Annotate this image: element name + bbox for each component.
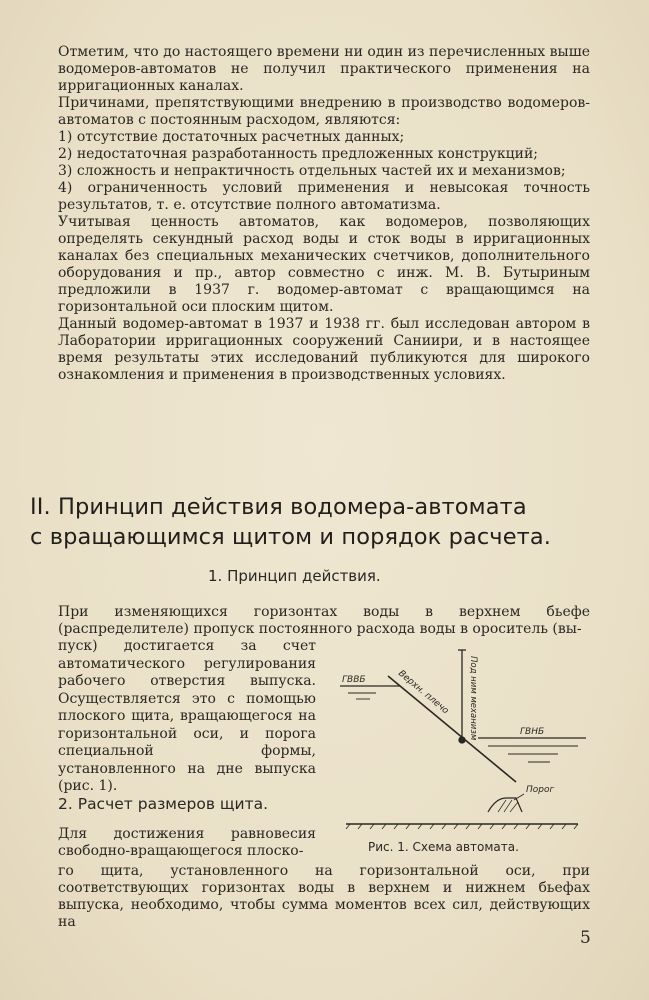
calc-text-full: го щита, установленного на горизонтальной оси, при соответствующих горизонтах воды в верхнем и нижнем бьефах выпуска, необходимо, чтобы сумма моментов всех сил, действующих на <box>58 863 590 930</box>
intro-paragraph-2: Причинами, препятствующими внедрению в производство водомеров-автоматов с постоянным расходом, являются: <box>58 95 590 128</box>
pivot-axis <box>459 737 465 743</box>
calc-text-narrow: Для достижения равновесия свободно-вращающегося плоско- <box>58 826 316 859</box>
section-title-line-2: с вращающимся щитом и порядок расчета. <box>30 524 551 550</box>
label-sill: Порог <box>526 785 555 795</box>
section-title-line-1: II. Принцип действия водомера-автомата <box>30 494 527 520</box>
shield-line <box>388 676 516 782</box>
principle-text-narrow: пуск) достигается за счет автоматического регулирования рабочего отверстия выпуска. Осуществляется это с помощью плоского щита, вращающегося на горизонтальной оси, и порога специальной формы, установленного на дне выпуска (рис. 1). <box>58 638 316 794</box>
principle-paragraph-wrap <box>58 638 316 796</box>
intro-paragraph-4: Данный водомер-автомат в 1937 и 1938 гг. был исследован автором в Лаборатории ирригационных сооружений Саниири, и в настоящее время результаты этих исследований публикуются для широкого ознакомления и применения в производственных условиях. <box>58 316 590 383</box>
list-item: 3) сложность и непрактичность отдельных частей их и механизмов; <box>58 163 566 179</box>
label-upper-level: ГВВБ <box>342 675 366 685</box>
figure-caption: Рис. 1. Схема автомата. <box>368 840 519 854</box>
intro-paragraph-1: Отметим, что до настоящего времени ни один из перечисленных выше водомеров-автоматов не получил практического применения на ирригационных каналах. <box>58 44 590 94</box>
subheading-principle: 1. Принцип действия. <box>208 567 381 585</box>
intro-text <box>58 44 590 384</box>
page-number: 5 <box>580 928 591 948</box>
list-item: 2) недостаточная разработанность предложенных конструкций; <box>58 146 539 162</box>
list-item: 4) ограниченность условий применения и невысокая точность результатов, т. е. отсутствие полного автоматизма. <box>58 180 590 213</box>
subheading-calculation: 2. Расчет размеров щита. <box>58 795 269 813</box>
intro-paragraph-3: Учитывая ценность автоматов, как водомеров, позволяющих определять секундный расход воды и сток воды в ирригационных каналах без специальных механических счетчиков, дополнительного оборудования и пр., автор совместно с инж. М. В. Бутыриным предложили в 1937 г. водомер-автомат с вращающимся на горизонтальной оси плоским щитом. <box>58 214 590 315</box>
principle-paragraph-start <box>58 604 590 638</box>
label-lower-level: ГВНБ <box>520 727 545 737</box>
calc-paragraph-start <box>58 826 316 860</box>
automaton-diagram <box>338 640 588 840</box>
calc-paragraph-wrap <box>58 863 590 931</box>
label-shield: Верхн. плечо <box>396 668 451 717</box>
label-mechanism: Под ним механизм <box>468 656 478 741</box>
section-title <box>30 492 630 552</box>
list-item: 1) отсутствие достаточных расчетных данных; <box>58 129 405 145</box>
principle-text-full: При изменяющихся горизонтах воды в верхнем бьефе (распределителе) пропуск постоянного расхода воды в ороситель (вы- <box>58 604 590 637</box>
